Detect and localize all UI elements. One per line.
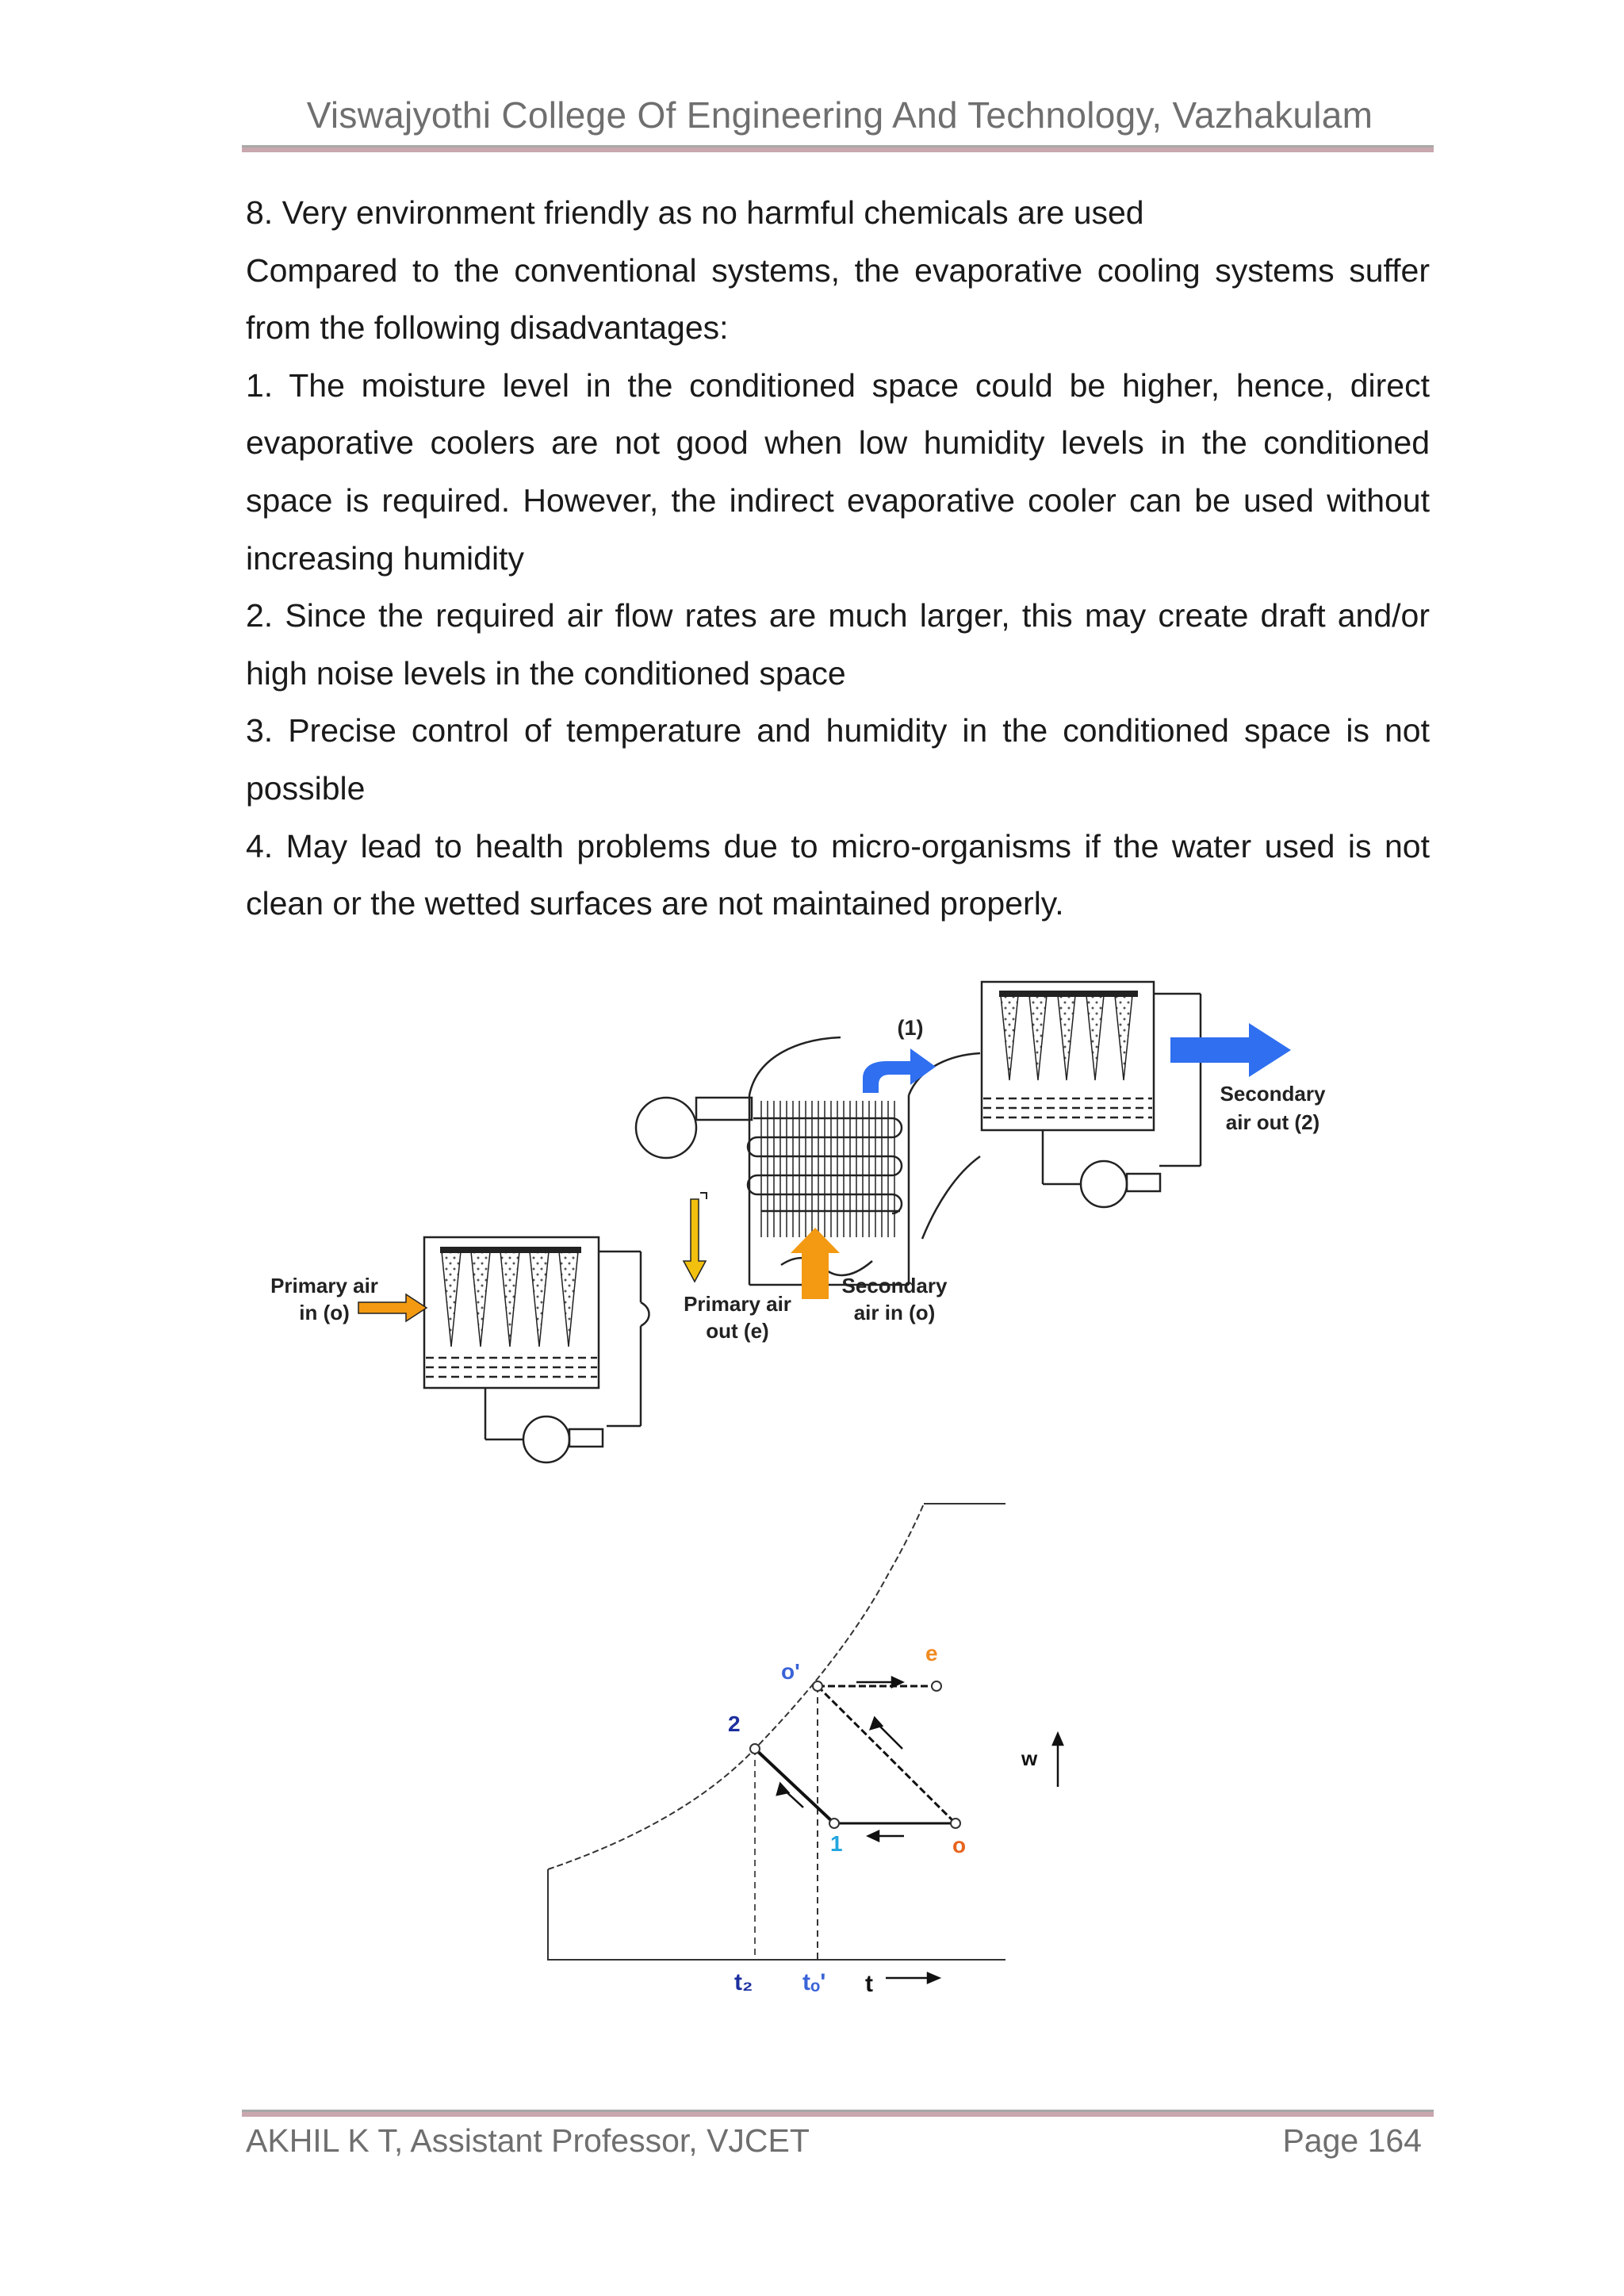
paragraph: 8. Very environment friendly as no harmful chemicals are used bbox=[246, 194, 1144, 231]
primary-in-label: Primary air bbox=[270, 1274, 378, 1297]
footer-author: AKHIL K T, Assistant Professor, VJCET bbox=[246, 2122, 810, 2159]
paragraph: 2. Since the required air flow rates are much larger, this may create draft and/or high noise levels in the conditioned space bbox=[246, 597, 1430, 692]
process-o-o-prime bbox=[818, 1686, 956, 1823]
primary-out-label: Primary air bbox=[684, 1292, 791, 1316]
paragraph: Compared to the conventional systems, the evaporative cooling systems suffer from the following disadvantages: bbox=[246, 251, 1430, 347]
paragraph: 4. May lead to health problems due to micro-organisms if the water used is not clean or the wetted surfaces are not maintained properly. bbox=[246, 827, 1430, 922]
point-e-label: e bbox=[925, 1641, 938, 1665]
state-points bbox=[750, 1681, 960, 1828]
point-o-prime-label: o' bbox=[781, 1659, 800, 1684]
w-axis-label: w bbox=[1021, 1746, 1038, 1770]
point-1-label: 1 bbox=[830, 1831, 843, 1856]
page-number: Page 164 bbox=[1282, 2122, 1422, 2159]
t-axis-arrow bbox=[886, 1973, 939, 1983]
direction-arrows bbox=[777, 1677, 904, 1841]
paragraph: 3. Precise control of temperature and humidity in the conditioned space is not possible bbox=[246, 712, 1430, 807]
point-2-label: 2 bbox=[728, 1711, 741, 1736]
footer-rule bbox=[242, 2110, 1434, 2117]
secondary-out-label: Secondary bbox=[1220, 1082, 1326, 1106]
page-header: Viswajyothi College Of Engineering And Technology, Vazhakulam bbox=[306, 94, 1373, 136]
primary-in-label: in (o) bbox=[299, 1301, 350, 1324]
secondary-in-label: Secondary bbox=[841, 1274, 948, 1297]
point-o-label: o bbox=[952, 1833, 967, 1857]
to-label: tₒ' bbox=[802, 1969, 826, 1995]
t-axis-label: t bbox=[865, 1971, 873, 1997]
secondary-in-label: air in (o) bbox=[853, 1301, 936, 1324]
process-1-2 bbox=[755, 1749, 834, 1823]
paragraph: 1. The moisture level in the conditioned space could be higher, hence, direct evaporative coolers are not good when low humidity levels in the conditioned space is required. However, the indirect evaporative cooler can be used without increasing humidity bbox=[246, 366, 1430, 577]
t2-label: t₂ bbox=[734, 1969, 753, 1995]
saturation-curve bbox=[548, 1504, 924, 1869]
w-axis-arrow bbox=[1053, 1734, 1063, 1787]
chart-frame bbox=[548, 1869, 1005, 1960]
primary-out-label: out (e) bbox=[706, 1319, 769, 1343]
label-1: (1) bbox=[897, 1016, 924, 1040]
secondary-out-label: air out (2) bbox=[1225, 1110, 1320, 1134]
